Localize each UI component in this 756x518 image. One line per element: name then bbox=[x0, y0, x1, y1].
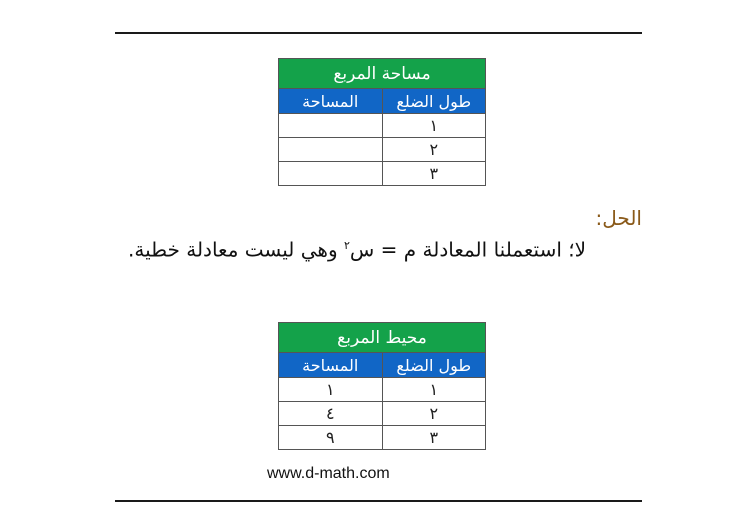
square-area-table bbox=[278, 58, 486, 186]
table-cell: ٢ bbox=[382, 138, 486, 162]
table-row bbox=[279, 162, 486, 186]
solution-text-start: لا؛ استعملنا المعادلة م = س bbox=[349, 237, 586, 262]
table-row bbox=[279, 426, 486, 450]
square-perimeter-table bbox=[278, 322, 486, 450]
solution-label: الحل: bbox=[595, 206, 642, 230]
column-header-side-length: طول الضلع bbox=[382, 353, 486, 378]
exponent: ٢ bbox=[343, 239, 350, 252]
bottom-rule bbox=[115, 500, 642, 502]
top-rule bbox=[115, 32, 642, 34]
table-title: محيط المربع bbox=[279, 323, 486, 353]
table-cell bbox=[279, 162, 383, 186]
table-title: مساحة المربع bbox=[279, 59, 486, 89]
table-row bbox=[279, 378, 486, 402]
table-row bbox=[279, 138, 486, 162]
table-cell bbox=[279, 138, 383, 162]
table-cell: ٣ bbox=[382, 426, 486, 450]
table-cell: ٩ bbox=[279, 426, 383, 450]
table-row bbox=[279, 114, 486, 138]
solution-text-end: وهي ليست معادلة خطية. bbox=[128, 237, 344, 262]
table-cell: ٣ bbox=[382, 162, 486, 186]
table-cell: ٤ bbox=[279, 402, 383, 426]
table-cell: ٢ bbox=[382, 402, 486, 426]
table-cell: ١ bbox=[382, 114, 486, 138]
column-header-area: المساحة bbox=[279, 353, 383, 378]
solution-text bbox=[100, 231, 586, 265]
column-header-area: المساحة bbox=[279, 89, 383, 114]
website-link[interactable]: www.d-math.com bbox=[267, 465, 390, 482]
table-cell: ١ bbox=[382, 378, 486, 402]
table-row bbox=[279, 402, 486, 426]
column-header-side-length: طول الضلع bbox=[382, 89, 486, 114]
table-cell: ١ bbox=[279, 378, 383, 402]
table-cell bbox=[279, 114, 383, 138]
